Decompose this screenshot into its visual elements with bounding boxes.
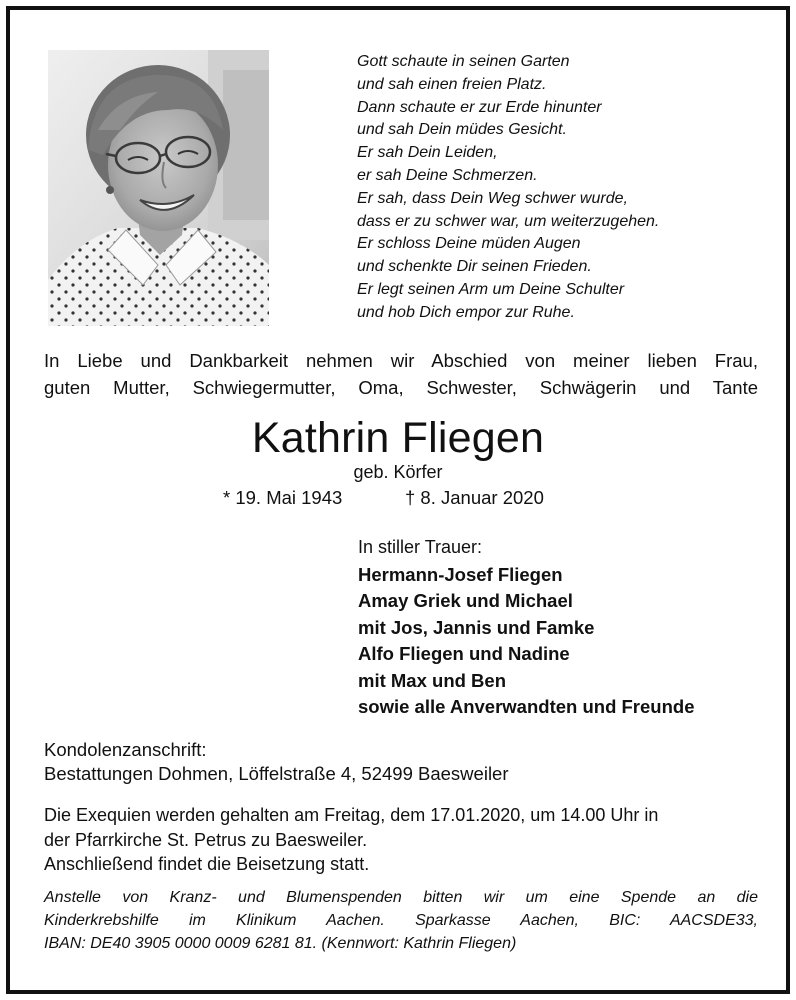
mourner-line: mit Max und Ben xyxy=(358,669,507,691)
funeral-line: Anschließend findet die Beisetzung statt. xyxy=(44,854,370,874)
mourner-line: Alfo Fliegen und Nadine xyxy=(358,643,570,665)
intro-line: In Liebe und Dankbarkeit nehmen wir Abschied von meiner lieben Frau, xyxy=(44,350,758,371)
donation-line: IBAN: DE40 3905 0000 0009 6281 81. (Kennwort: Kathrin Fliegen) xyxy=(44,935,517,952)
poem-line: Er schloss Deine müden Augen xyxy=(357,235,581,253)
condolence-address xyxy=(44,738,758,786)
birth-date: * 19. Mai 1943 xyxy=(223,487,343,508)
poem xyxy=(357,51,757,325)
donation-line: Anstelle von Kranz- und Blumenspenden bitten wir um eine Spende an die xyxy=(44,889,758,906)
poem-line: Gott schaute in seinen Garten xyxy=(357,53,570,70)
birth-name: geb. Körfer xyxy=(353,462,443,482)
funeral-info xyxy=(44,803,758,877)
poem-line: und schenkte Dir seinen Frieden. xyxy=(357,258,592,276)
funeral-line: der Pfarrkirche St. Petrus zu Baesweiler. xyxy=(44,829,368,850)
poem-line: Er sah Dein Leiden, xyxy=(357,144,498,162)
donation-note xyxy=(44,886,758,955)
poem-line: Er sah, dass Dein Weg schwer wurde, xyxy=(357,189,628,207)
funeral-line: Die Exequien werden gehalten am Freitag, dem 17.01.2020, um 14.00 Uhr in xyxy=(44,805,659,825)
mourners-block xyxy=(358,535,778,720)
poem-line: und sah Dein müdes Gesicht. xyxy=(357,121,567,139)
poem-line: und hob Dich empor zur Ruhe. xyxy=(357,303,575,321)
poem-line: Er legt seinen Arm um Deine Schulter xyxy=(357,280,625,298)
mourner-line: Hermann-Josef Fliegen xyxy=(358,564,563,585)
intro-line: guten Mutter, Schwiegermutter, Oma, Schwester, Schwägerin und Tante xyxy=(44,377,758,398)
condolence-address-line: Bestattungen Dohmen, Löffelstraße 4, 52499 Baesweiler xyxy=(44,763,509,784)
poem-line: Dann schaute er zur Erde hinunter xyxy=(357,98,602,116)
poem-line: und sah einen freien Platz. xyxy=(357,75,547,93)
mourner-line: sowie alle Anverwandten und Freunde xyxy=(358,696,695,718)
condolence-label: Kondolenzanschrift: xyxy=(44,739,207,760)
poem-line: dass er zu schwer war, um weiterzugehen. xyxy=(357,212,660,230)
poem-line: er sah Deine Schmerzen. xyxy=(357,166,538,184)
portrait-photo xyxy=(48,50,269,326)
donation-line: Kinderkrebshilfe im Klinikum Aachen. Sparkasse Aachen, BIC: AACSDE33, xyxy=(44,912,758,929)
obituary-frame xyxy=(6,6,790,994)
deceased-name: Kathrin Fliegen xyxy=(251,414,545,462)
mourner-line: Amay Griek und Michael xyxy=(358,590,573,612)
death-date: † 8. Januar 2020 xyxy=(405,487,544,508)
intro-text xyxy=(44,347,758,401)
mourning-heading: In stiller Trauer: xyxy=(358,537,483,557)
mourner-line: mit Jos, Jannis und Famke xyxy=(358,616,595,638)
